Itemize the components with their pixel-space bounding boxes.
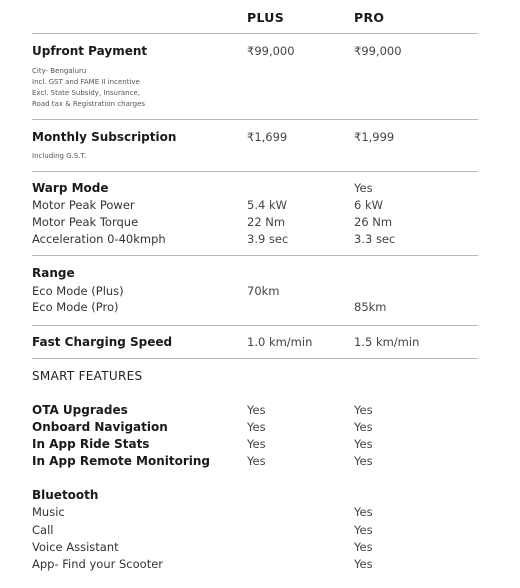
row-label: Eco Mode (Pro)	[32, 300, 119, 314]
row-plus-value: Yes	[247, 403, 266, 417]
row-pro-value: Yes	[354, 403, 373, 417]
smart-features-title: SMART FEATURES	[32, 369, 143, 383]
row-label: Call	[32, 523, 54, 537]
charging-plus-value: 1.0 km/min	[247, 335, 313, 349]
monthly-subscription-title: Monthly Subscription	[32, 130, 177, 144]
upfront-note: Road tax & Registration charges	[32, 100, 146, 108]
row-pro-value: 26 Nm	[354, 215, 393, 229]
divider	[32, 171, 478, 172]
fast-charging-title: Fast Charging Speed	[32, 335, 173, 349]
bluetooth-title: Bluetooth	[32, 488, 99, 502]
row-pro-value: Yes	[354, 557, 373, 571]
row-label: Voice Assistant	[32, 540, 119, 554]
row-pro-value: Yes	[354, 437, 373, 451]
upfront-note: City- Bengaluru	[32, 67, 87, 75]
row-plus-value: 5.4 kW	[247, 198, 287, 212]
row-plus-value: 70km	[247, 284, 280, 298]
upfront-note: Excl. State Subsidy, Insurance,	[32, 89, 140, 97]
row-pro-value: 6 kW	[354, 198, 384, 212]
row-pro-value: 85km	[354, 300, 387, 314]
row-pro-value: Yes	[354, 454, 373, 468]
row-pro-value: Yes	[354, 420, 373, 434]
plus-column-header: PLUS	[247, 10, 285, 25]
row-pro-value: 3.3 sec	[354, 232, 396, 246]
divider	[32, 325, 478, 326]
pro-column-header: PRO	[354, 10, 385, 25]
row-plus-value: 22 Nm	[247, 215, 286, 229]
upfront-pro-value: ₹99,000	[354, 44, 402, 58]
row-plus-value: Yes	[247, 454, 266, 468]
row-plus-value: Yes	[247, 437, 266, 451]
row-label: In App Remote Monitoring	[32, 454, 210, 468]
row-label: In App Ride Stats	[32, 437, 150, 451]
range-title: Range	[32, 266, 75, 280]
monthly-plus-value: ₹1,699	[247, 130, 288, 144]
warp-mode-pro-value: Yes	[354, 181, 373, 195]
row-pro-value: Yes	[354, 540, 373, 554]
row-plus-value: Yes	[247, 420, 266, 434]
row-label: Onboard Navigation	[32, 420, 168, 434]
charging-pro-value: 1.5 km/min	[354, 335, 420, 349]
row-label: Motor Peak Torque	[32, 215, 139, 229]
monthly-pro-value: ₹1,999	[354, 130, 395, 144]
row-label: Eco Mode (Plus)	[32, 284, 124, 298]
upfront-plus-value: ₹99,000	[247, 44, 295, 58]
divider	[32, 358, 478, 359]
row-label: OTA Upgrades	[32, 403, 128, 417]
upfront-note: Incl. GST and FAME II incentive	[32, 78, 140, 86]
row-label: Motor Peak Power	[32, 198, 135, 212]
warp-mode-title: Warp Mode	[32, 181, 109, 195]
divider	[32, 33, 478, 34]
row-label: App- Find your Scooter	[32, 557, 164, 571]
divider	[32, 255, 478, 256]
divider	[32, 119, 478, 120]
row-label: Acceleration 0-40kmph	[32, 232, 166, 246]
upfront-payment-title: Upfront Payment	[32, 44, 148, 58]
row-label: Music	[32, 505, 65, 519]
row-plus-value: 3.9 sec	[247, 232, 289, 246]
monthly-note: Including G.S.T.	[32, 152, 87, 160]
row-pro-value: Yes	[354, 523, 373, 537]
row-pro-value: Yes	[354, 505, 373, 519]
